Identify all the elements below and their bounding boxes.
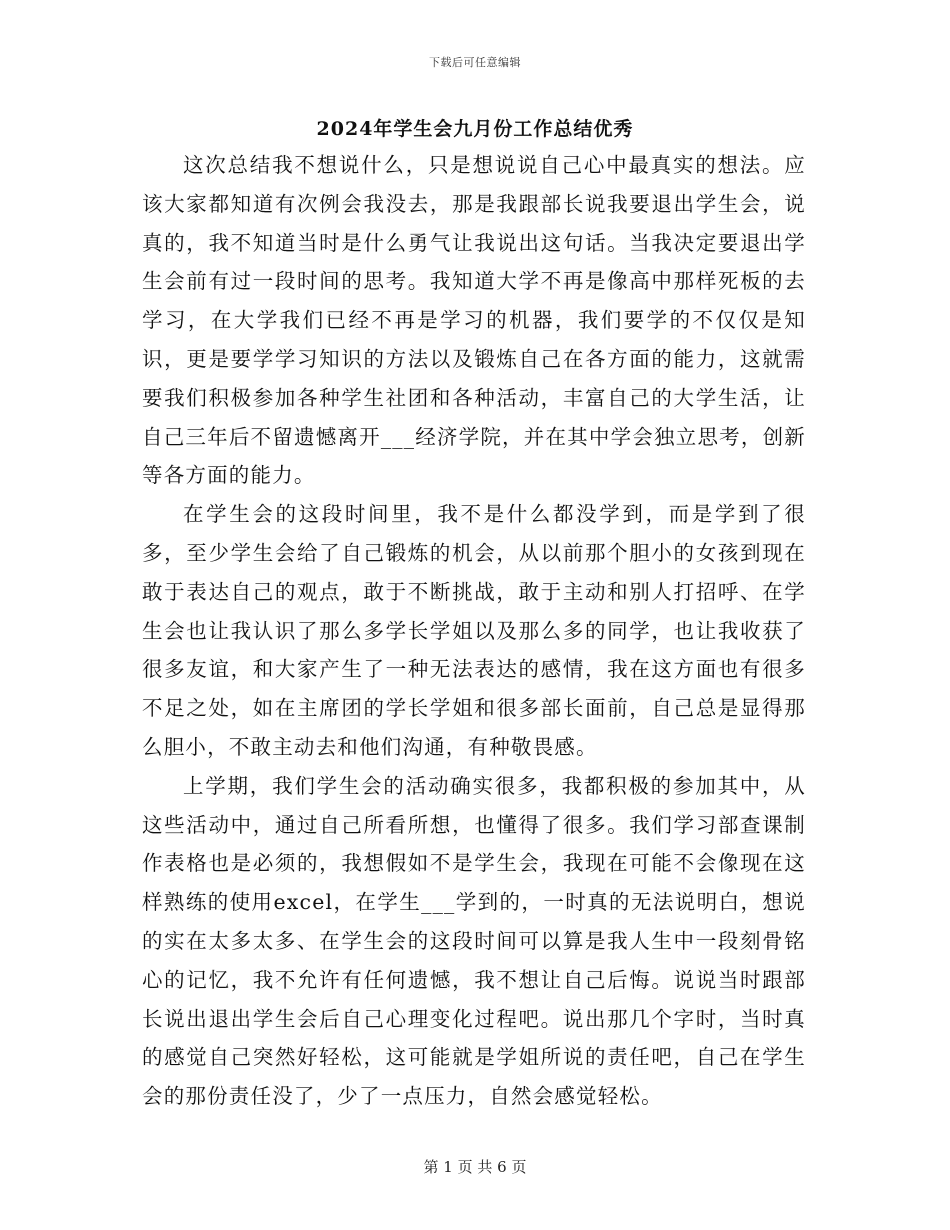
header-note: 下载后可任意编辑 xyxy=(429,56,521,69)
document-title: 2024年学生会九月份工作总结优秀 xyxy=(316,118,634,140)
paragraph-1: 这次总结我不想说什么，只是想说说自己心中最真实的想法。应该大家都知道有次例会我没去，那是我跟部长说我要退出学生会，说真的，我不知道当时是什么勇气让我说出这句话。当我决定要退出学生会前有过一段时间的思考。我知道大学不再是像高中那样死板的去学习，在大学我们已经不再是学习的机器，我们要学的不仅仅是知识，更是要学学习知识的方法以及锻炼自己在各方面的能力，这就需要我们积极参加各种学生社团和各种活动，丰富自己的大学生活，让自己三年后不留遗憾离开___经济学院，并在其中学会独立思考，创新等各方面的能力。 xyxy=(142,153,806,488)
page-footer: 第 1 页 共 6 页 xyxy=(423,1158,527,1176)
document-body xyxy=(142,146,806,1116)
paragraph-3: 上学期，我们学生会的活动确实很多，我都积极的参加其中，从这些活动中，通过自己所看所想，也懂得了很多。我们学习部查课制作表格也是必须的，我想假如不是学生会，我现在可能不会像现在这样熟练的使用excel，在学生___学到的，一时真的无法说明白，想说的实在太多太多、在学生会的这段时间可以算是我人生中一段刻骨铭心的记忆，我不允许有任何遗憾，我不想让自己后悔。说说当时跟部长说出退出学生会后自己心理变化过程吧。说出那几个字时，当时真的感觉自己突然好轻松，这可能就是学姐所说的责任吧，自己在学生会的那份责任没了，少了一点压力，自然会感觉轻松。 xyxy=(142,773,806,1109)
paragraph-2: 在学生会的这段时间里，我不是什么都没学到，而是学到了很多，至少学生会给了自己锻炼的机会，从以前那个胆小的女孩到现在敢于表达自己的观点，敢于不断挑战，敢于主动和别人打招呼、在学生会也让我认识了那么多学长学姐以及那么多的同学，也让我收获了很多友谊，和大家产生了一种无法表达的感情，我在这方面也有很多不足之处，如在主席团的学长学姐和很多部长面前，自己总是显得那么胆小，不敢主动去和他们沟通，有种敬畏感。 xyxy=(142,502,806,759)
